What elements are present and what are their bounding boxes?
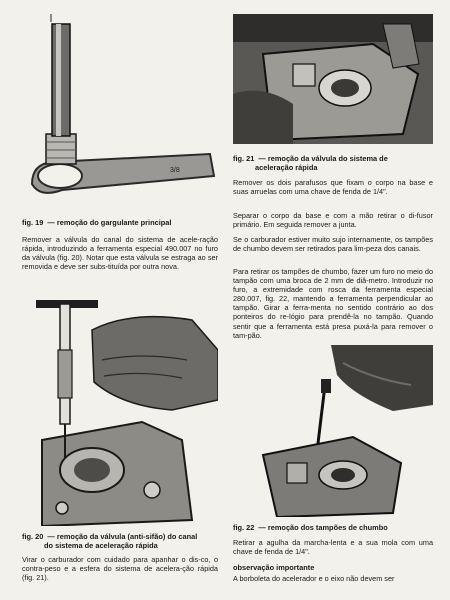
figure-20-illustration bbox=[22, 290, 218, 526]
figure-22-caption: fig. 22 — remoção dos tampões de chumbo bbox=[233, 523, 388, 532]
figure-19-photo bbox=[22, 14, 218, 210]
figure-22-illustration bbox=[233, 345, 433, 517]
figure-19-illustration bbox=[22, 14, 218, 210]
figure-21-caption: fig. 21 — remoção da válvula do sistema de aceleração rápida bbox=[233, 154, 388, 172]
figure-20-caption: fig. 20 — remoção da válvula (anti-sifão) do canal do sistema de aceleração rápida bbox=[22, 532, 198, 550]
right-paragraph-2: Separar o corpo da base e com a mão retirar o di-fusor primário. Em seguida remover a junta. bbox=[233, 211, 433, 230]
observation-heading: observação importante bbox=[233, 563, 315, 572]
right-paragraph-6: A borboleta do acelerador e o eixo não devem ser bbox=[233, 574, 395, 583]
figure-22-photo bbox=[233, 345, 433, 517]
right-paragraph-3: Se o carburador estiver muito sujo internamente, os tampões de chumbo devem ser retirados para lim-peza dos canais. bbox=[233, 235, 433, 254]
right-paragraph-1: Remover os dois parafusos que fixam o corpo na base e suas arruelas com uma chave de fenda de 1/4". bbox=[233, 178, 433, 197]
left-paragraph-2: Virar o carburador com cuidado para apanhar o dis-co, o contra-peso e a esfera do sistema de acelera-ção rápida (fig. 21). bbox=[22, 555, 218, 583]
figure-21-photo bbox=[233, 14, 433, 144]
figure-19-caption: fig. 19 — remoção do gargulante principal bbox=[22, 218, 172, 227]
figure-20-photo bbox=[22, 290, 218, 526]
figure-21-illustration bbox=[233, 14, 433, 144]
right-paragraph-5: Retirar a agulha da marcha-lenta e a sua mola com uma chave de fenda de 1/4". bbox=[233, 538, 433, 557]
right-paragraph-4: Para retirar os tampões de chumbo, fazer um furo no meio do tampão com uma broca de 2 mm de diâ-metro. Introduzir no furo, a extremidade com rosca da ferramenta especial 280.007, fig. 22, mantendo a ferramenta perpendicular ao tampão. Girar a ferra-menta no sentido contrário ao dos ponteiros do re-lógio para prendê-la no tampão. Quando sentir que a ferramenta está presa puxá-la para remover o tam-pão. bbox=[233, 267, 433, 340]
wrench-size-label: 3/8 bbox=[170, 167, 180, 174]
left-paragraph-1: Remover a válvula do canal do sistema de acele-ração rápida, introduzindo a ferramenta especial 490.007 no furo da válvula (fig. 20). Notar que esta válvula se estraga ao ser removida e deve ser subs-tituída por outra nova. bbox=[22, 235, 218, 272]
